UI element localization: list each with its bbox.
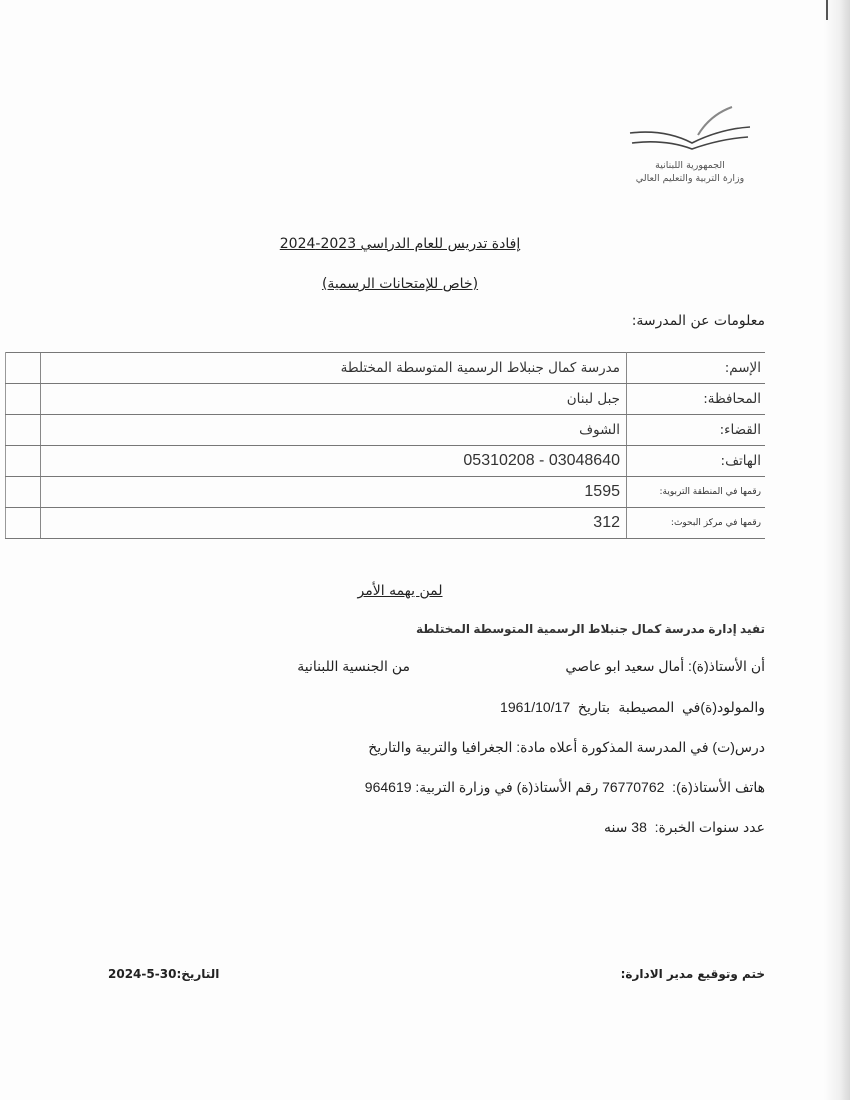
birth-place: والمولود(ة)في المصيطبة bbox=[618, 699, 765, 715]
teacher-name-line: أن الأستاذ(ة): أمال سعيد ابو عاصي bbox=[565, 658, 765, 674]
certifying-line: تفيد إدارة مدرسة كمال جنبلاط الرسمية المتوسطة المختلطة bbox=[415, 622, 765, 636]
table-row bbox=[6, 508, 766, 539]
governorate-value: جبل لبنان bbox=[41, 384, 627, 415]
logo-line-2: وزارة التربية والتعليم العالي bbox=[635, 173, 745, 184]
school-info-table bbox=[5, 352, 765, 539]
name-label: الإسم: bbox=[627, 353, 766, 384]
nationality: من الجنسية اللبنانية bbox=[297, 658, 410, 674]
logo-line-1: الجمهورية اللبنانية bbox=[655, 160, 725, 171]
signature-label: ختم وتوقيع مدير الادارة: bbox=[620, 967, 765, 981]
region-number-label: رقمها في المنطقة التربوية: bbox=[627, 477, 766, 508]
document-subtitle: (خاص للإمتحانات الرسمية) bbox=[321, 276, 479, 292]
experience-line: عدد سنوات الخبرة: 38 سنه bbox=[603, 819, 765, 835]
table-row bbox=[6, 415, 766, 446]
governorate-label: المحافظة: bbox=[627, 384, 766, 415]
subject-line: درس(ت) في المدرسة المذكورة أعلاه مادة: الجغرافيا والتربية والتاريخ bbox=[368, 739, 765, 755]
research-center-label: رقمها في مركز البحوث: bbox=[627, 508, 766, 539]
district-value: الشوف bbox=[41, 415, 627, 446]
document-date: التاريخ:30-5-2024 bbox=[108, 967, 220, 981]
research-center-value: 312 bbox=[41, 508, 627, 539]
table-row bbox=[6, 446, 766, 477]
table-row bbox=[6, 477, 766, 508]
document-title: إفادة تدريس للعام الدراسي 2023-2024 bbox=[279, 236, 521, 252]
teacher-phone-line: هاتف الأستاذ(ة): 76770762 رقم الأستاذ(ة) في وزارة التربية: 964619 bbox=[364, 779, 765, 795]
open-book-icon bbox=[620, 105, 760, 155]
birth-date: بتاريخ 1961/10/17 bbox=[500, 699, 610, 715]
table-row bbox=[6, 384, 766, 415]
region-number-value: 1595 bbox=[41, 477, 627, 508]
name-value: مدرسة كمال جنبلاط الرسمية المتوسطة المختلطة bbox=[41, 353, 627, 384]
district-label: القضاء: bbox=[627, 415, 766, 446]
to-whom-heading: لمن يهمه الأمر bbox=[357, 583, 443, 599]
scan-edge bbox=[824, 0, 850, 1100]
school-info-heading: معلومات عن المدرسة: bbox=[631, 313, 765, 329]
ministry-logo bbox=[620, 105, 770, 185]
table-row bbox=[6, 353, 766, 384]
scan-mark bbox=[826, 0, 828, 20]
phone-value: 03048640 - 05310208 bbox=[41, 446, 627, 477]
phone-label: الهاتف: bbox=[627, 446, 766, 477]
